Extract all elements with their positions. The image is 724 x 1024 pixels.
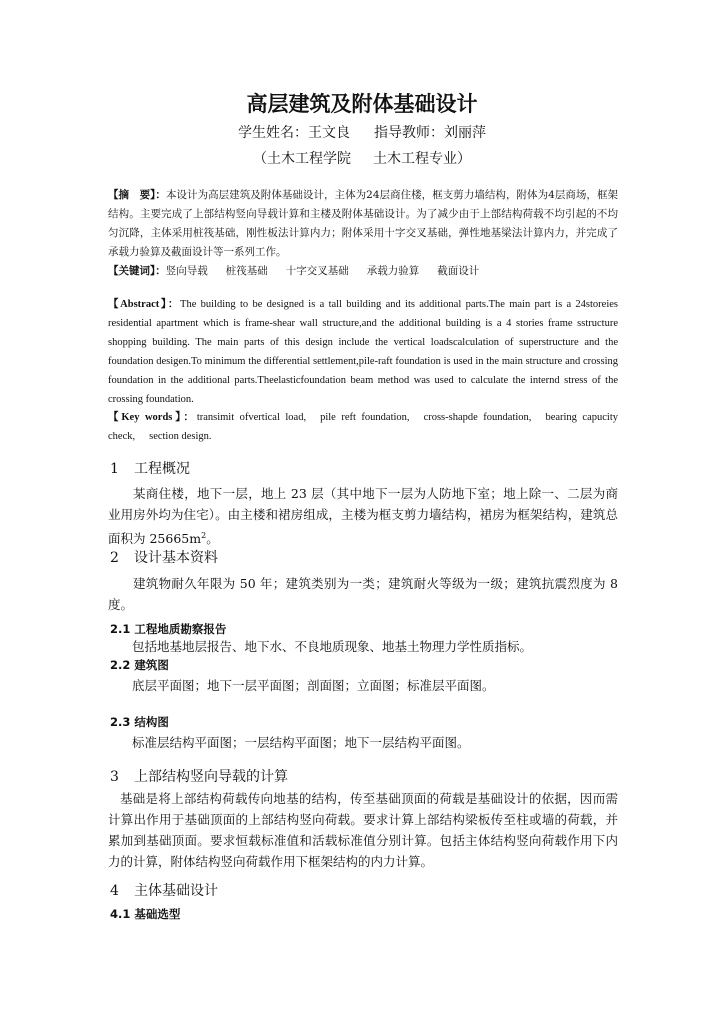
body-text: 某商住楼，地下一层，地上 23 层（其中地下一层为人防地下室；地上除一、二层为商业用房外均为住宅）。由主楼和裙房组成，主楼为框支剪力墙结构，裙房为框架结构，建筑总面积为 25665m: [108, 486, 618, 547]
keywords-en: [108, 408, 618, 446]
keyword-cn: 十字交叉基础: [285, 265, 349, 277]
keyword-en: bearing capucity check,: [108, 412, 618, 442]
section-number: 4: [110, 883, 119, 899]
keyword-cn: 截面设计: [437, 265, 480, 277]
keyword-en: section design.: [149, 431, 212, 442]
keywords-en-label: 【Key words】：: [108, 412, 197, 423]
section-title: 设计基本资料: [134, 550, 218, 566]
keyword-cn: 桩筏基础: [225, 265, 268, 277]
major-name: 土木工程专业）: [373, 151, 471, 167]
subsection-heading-2-3: 2.3 结构图: [110, 715, 169, 729]
section-title: 主体基础设计: [134, 883, 218, 899]
keyword-en: pile reft foundation,: [320, 412, 410, 423]
paper-title: 高层建筑及附体基础设计: [246, 91, 478, 116]
section-title: 上部结构竖向导载的计算: [134, 769, 288, 785]
abstract-cn-text: 本设计为高层建筑及附体基础设计，主体为24层商住楼，框支剪力墙结构，附体为4层商场，框架结构。主要完成了上部结构竖向导载计算和主楼及附体基础设计。为了减少由于上部结构荷载不均引起的不均匀沉降，主体采用桩筏基础，刚性板法计算内力；附体采用十字交叉基础，弹性地基梁法计算内力，并完成了承载力验算及截面设计等一系列工作。: [108, 189, 618, 258]
subsection-heading-2-2: 2.2 建筑图: [110, 658, 169, 672]
body-text: 。: [206, 531, 219, 547]
abstract-en-text: The building to be designed is a tall building and its additional parts.The main part is a 24storeies residential apartment which is frame-shear wall structure,and the additional building is a 4 stories frame sstructure shopping building. The main parts of this design include the vertical loadscalculation of superstructure and the foundation desigen.To minimum the differential settlement,pile-raft foundation is used in the main structure and crossing foundation in the additional parts.Theelasticfoundation beam method was used to calculate the internd stress of the crossing foundation.: [108, 299, 619, 405]
abstract-cn: [108, 186, 618, 262]
section-number: 2: [110, 550, 119, 566]
school-name: （土木工程学院: [253, 151, 351, 167]
subsection-2-1-body: 包括地基地层报告、地下水、不良地质现象、地基土物理力学性质指标。: [132, 639, 533, 654]
section-heading-1: [110, 458, 190, 478]
keyword-en: transimit ofvertical load,: [196, 412, 307, 423]
advisor-name: 指导教师：刘丽萍: [374, 125, 486, 141]
section-number: 3: [110, 769, 119, 785]
section-heading-4: [110, 880, 218, 900]
subsection-heading-4-1: 4.1 基础选型: [110, 907, 181, 921]
keyword-en: cross-shapde foundation,: [423, 412, 532, 423]
author-line: [0, 122, 724, 142]
keywords-cn: [108, 263, 497, 278]
abstract-cn-label: 【摘 要】：: [108, 189, 166, 201]
section-title: 工程概况: [134, 461, 190, 477]
section-number: 1: [110, 461, 119, 477]
abstract-en: [108, 295, 618, 409]
keyword-cn: 承载力验算: [366, 265, 420, 277]
subsection-2-3-body: 标准层结构平面图；一层结构平面图；地下一层结构平面图。: [132, 735, 470, 750]
section-1-body: [108, 483, 618, 549]
superscript: 2: [201, 531, 207, 540]
section-heading-2: [110, 547, 218, 567]
subsection-heading-2-1: 2.1 工程地质勘察报告: [110, 622, 227, 636]
section-3-body: 基础是将上部结构荷载传向地基的结构，传至基础顶面的荷载是基础设计的依据，因而需计算出作用于基础顶面的上部结构竖向荷载。要求计算上部结构梁板传至柱或墙的荷载，并累加到基础顶面。要求恒载标准值和活载标准值分别计算。包括主体结构竖向荷载作用下内力的计算，附体结构竖向荷载作用下框架结构的内力计算。: [108, 791, 618, 869]
affiliation-line: [0, 148, 724, 168]
subsection-2-2-body: 底层平面图；地下一层平面图；剖面图；立面图；标准层平面图。: [132, 678, 495, 693]
abstract-en-label: 【Abstract】：: [108, 299, 181, 310]
section-heading-3: [110, 766, 288, 786]
author-name: 学生姓名：王文良: [238, 125, 350, 141]
section-2-body: 建筑物耐久年限为 50 年；建筑类别为一类；建筑耐火等级为一级；建筑抗震烈度为 8 度。: [108, 576, 618, 612]
keywords-cn-label: 【关键词】：: [108, 265, 166, 277]
keyword-cn: 竖向导载: [165, 265, 208, 277]
